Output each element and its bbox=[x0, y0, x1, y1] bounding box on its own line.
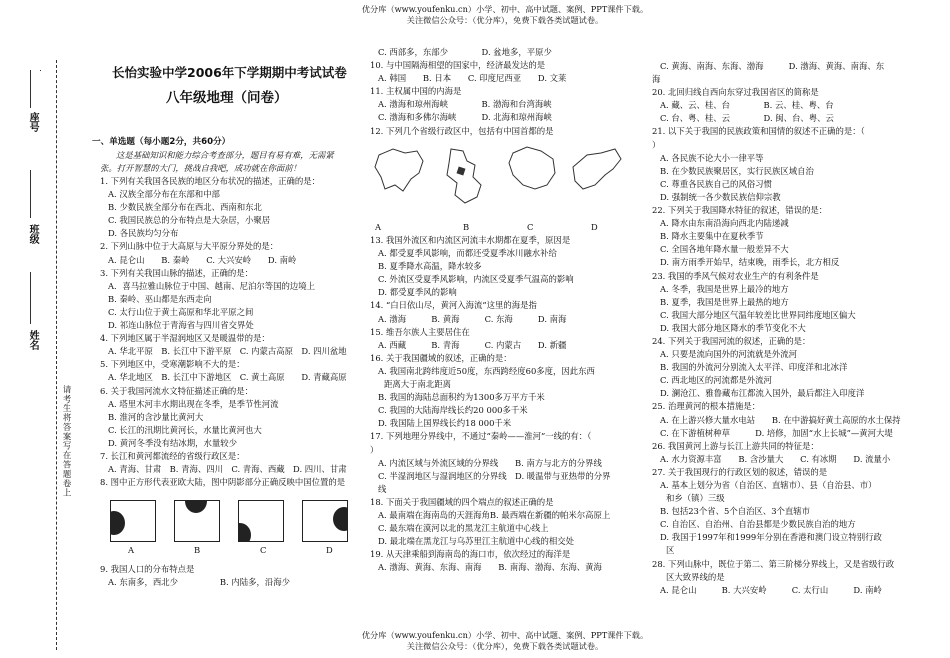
question-stem: ） bbox=[652, 139, 661, 150]
option: D. 我国于1997年和1999年分别在香港和澳门设立特别行政 bbox=[660, 532, 882, 543]
option: D. 南方雨季开始早，结束晚，雨季长，北方相反 bbox=[660, 257, 840, 268]
option-d-map bbox=[302, 500, 348, 542]
option: C. 我国民族总的分布特点是大杂居，小聚居 bbox=[108, 215, 271, 226]
question-stem: 2. 下列山脉中位于大高原与大平原分界处的是： bbox=[100, 241, 279, 252]
province-d-map bbox=[569, 145, 624, 207]
option-b-map bbox=[174, 500, 220, 542]
question-stem: 10. 与中国隔海相望的国家中，经济最发达的是 bbox=[370, 60, 546, 71]
column-1-tail bbox=[100, 563, 362, 589]
option: C. 长江的汛期比黄河长，水量比黄河也大 bbox=[108, 424, 262, 435]
option: A. 西藏 B. 青海 C. 内蒙古 D. 新疆 bbox=[378, 339, 567, 350]
option-c-map bbox=[238, 500, 284, 542]
option: A. 各民族不论大小一律平等 bbox=[660, 152, 764, 163]
column-1 bbox=[100, 175, 362, 489]
option: A. 昆仑山 B. 秦岭 C. 大兴安岭 D. 南岭 bbox=[108, 254, 297, 265]
question-stem: 22. 下列关于我国降水特征的叙述，错误的是： bbox=[652, 205, 828, 216]
question-stem: 13. 我国外流区和内流区河流丰水期都在夏季，原因是 bbox=[370, 235, 571, 245]
option: C. 西部多，东部少 D. 盆地多，平原少 bbox=[378, 47, 552, 57]
seal-line bbox=[56, 60, 57, 650]
figure-label: C bbox=[527, 222, 534, 232]
option: B. 包括23个省、5个自治区、3个直辖市 bbox=[660, 506, 811, 517]
province-a-map bbox=[373, 145, 428, 207]
option: B. 夏季降水高温，降水较多 bbox=[378, 261, 482, 272]
option: B. 淮河的含沙量比黄河大 bbox=[108, 411, 204, 422]
question-stem: 11. 主权属中国的内海是 bbox=[370, 86, 462, 97]
option: B. 我国的海陆总面积约为1300多万平方千米 bbox=[378, 392, 545, 403]
q8-figure bbox=[110, 500, 350, 556]
option: D. 祁连山脉位于青海省与四川省交界处 bbox=[108, 320, 254, 331]
question-stem: 20. 北回归线自西向东穿过我国省区的简称是 bbox=[652, 87, 819, 98]
seat-number-label: 座号 bbox=[27, 112, 39, 132]
question-stem: 23. 我国的季风气候对农业生产的有利条件是 bbox=[652, 270, 819, 281]
option: 距离大于南北距离 bbox=[384, 379, 451, 390]
question-stem: 17. 下列地理分界线中，不通过“秦岭——淮河”一线的有：（ bbox=[370, 431, 592, 442]
option: C. 半湿润地区与湿润地区的分界线 D. 暖温带与亚热带的分界 bbox=[378, 470, 611, 481]
option: A. 塔里木河丰水期出现在冬季，是季节性河流 bbox=[108, 398, 279, 409]
option: A. 渤海、黄海、东海、南海 B. 南海、渤海、东海、黄海 bbox=[378, 562, 602, 573]
column-3 bbox=[652, 60, 942, 597]
option: A. 华北地区 B. 长江中下游地区 C. 黄土高原 D. 青藏高原 bbox=[108, 372, 347, 383]
question-stem: 16. 关于我国疆域的叙述，正确的是： bbox=[370, 352, 512, 363]
option: B. 在少数民族聚居区，实行民族区域自治 bbox=[660, 165, 814, 176]
option: A. 华北平原 B. 长江中下游平原 C. 内蒙古高原 D. 四川盆地 bbox=[108, 346, 347, 357]
question-stem: 12. 下列几个省级行政区中，包括有中国首都的是 bbox=[370, 125, 554, 136]
school-title: 长怡实验中学2006年下学期期中考试试卷 bbox=[112, 65, 347, 80]
option: B. 我国的外流河分别流入太平洋、印度洋和北冰洋 bbox=[660, 362, 848, 373]
answer-instruction: 请考生将答案写在答题卷上 bbox=[62, 385, 73, 498]
option: C. 我国大部分地区气温年较差比世界同纬度地区偏大 bbox=[660, 309, 856, 320]
q12-figure bbox=[373, 145, 638, 232]
column-2 bbox=[370, 234, 645, 574]
figure-label: A bbox=[375, 222, 382, 232]
option: D. 都受夏季风的影响 bbox=[378, 287, 457, 298]
option: A. 昆仑山 B. 大兴安岭 C. 太行山 D. 南岭 bbox=[660, 584, 882, 595]
question-stem: 15. 维吾尔族人主要居住在 bbox=[370, 326, 470, 337]
question-stem: 8. 图中正方形代表亚欧大陆，图中阴影部分正确反映中国位置的是 bbox=[100, 477, 346, 488]
option: A. 青海、甘肃 B. 青海、四川 C. 青海、西藏 D. 四川、甘肃 bbox=[108, 464, 347, 475]
question-stem: 6. 关于我国河流水文特征描述正确的是： bbox=[100, 385, 254, 396]
option: A. 藏、云、桂、台 B. 云、桂、粤、台 bbox=[660, 100, 834, 111]
option: 海 bbox=[652, 74, 661, 85]
question-stem: 26. 我国黄河上游与长江上游共同的特征是： bbox=[652, 440, 819, 451]
option: A. 基本上划分为省（自治区、直辖市）、县（自治县、市） bbox=[660, 480, 877, 490]
option: C. 太行山位于黄土高原和华北平原之间 bbox=[108, 306, 254, 317]
question-stem: ） bbox=[370, 444, 379, 455]
option: C. 渤海和多佛尔海峡 D. 北海和琼州海峡 bbox=[378, 112, 552, 123]
bottom-banner bbox=[355, 630, 655, 652]
option: A. 在上游兴修大量水电站 B. 在中游搞好黄土高原的水土保持 bbox=[660, 414, 901, 425]
question-stem: 4. 下列地区属于半湿润地区又是暖温带的是： bbox=[100, 333, 270, 344]
province-c-map bbox=[505, 145, 560, 207]
question-stem: 7. 长江和黄河都流经的省级行政区是： bbox=[100, 450, 245, 461]
top-banner bbox=[355, 4, 655, 26]
figure-label: D bbox=[326, 545, 333, 555]
option: A. 都受夏季风影响，而都还受夏季冰川融水补给 bbox=[378, 248, 557, 259]
question-stem: 21. 以下关于我国的民族政策和国情的叙述不正确的是：（ bbox=[652, 126, 865, 137]
question-stem: 3. 下列有关我国山脉的描述，正确的是： bbox=[100, 267, 254, 278]
question-stem: 区大致界线的是 bbox=[666, 571, 725, 582]
option: 线 bbox=[378, 483, 387, 494]
option: D. 黄河冬季没有结冰期，水量较少 bbox=[108, 437, 237, 448]
binding-margin bbox=[0, 0, 73, 658]
question-stem: 5. 下列地区中，受寒潮影响不大的是： bbox=[100, 359, 245, 370]
option: B. 少数民族全部分布在西北、西南和东北 bbox=[108, 202, 262, 213]
option: 区 bbox=[666, 545, 675, 556]
class-label: 班级 bbox=[27, 224, 39, 244]
option: 和乡（镇）三级 bbox=[666, 493, 725, 504]
option: B. 秦岭、巫山都是东西走向 bbox=[108, 293, 212, 304]
option: C. 全国各地年降水量一般差异不大 bbox=[660, 244, 789, 255]
option: A. 内流区域与外流区域的分界线 B. 南方与北方的分界线 bbox=[378, 457, 602, 468]
question-stem: 27. 关于我国现行的行政区划的叙述，错误的是 bbox=[652, 466, 828, 477]
question-stem: 24. 下列关于我国河流的叙述，正确的是： bbox=[652, 335, 811, 346]
question-stem: 28. 下列山脉中，既位于第二、第三阶梯分界线上，又是省级行政 bbox=[652, 558, 895, 569]
option: C. 外流区受夏季风影响，内流区受夏季气温高的影响 bbox=[378, 274, 574, 285]
option: B. 夏季，我国是世界上最热的地方 bbox=[660, 296, 789, 307]
option: C. 我国的大陆海岸线长约20 000多千米 bbox=[378, 405, 528, 416]
option: A. 水力资源丰富 B. 含沙量大 C. 有冰期 D. 流量小 bbox=[660, 453, 891, 464]
option: D. 最北端在黑龙江与乌苏里江主航道中心线的相交处 bbox=[378, 536, 574, 547]
intro-text: 这是基础知识和能力综合考查部分，题目有易有难，无需紧 bbox=[116, 150, 334, 161]
figure-label: A bbox=[128, 545, 135, 555]
option: D. 强制统一各少数民族信仰宗教 bbox=[660, 191, 781, 202]
figure-label: C bbox=[260, 545, 267, 555]
question-stem: 19. 从天津乘船到海南岛的海口市，依次经过的海洋是 bbox=[370, 549, 571, 560]
option-a-map bbox=[110, 500, 156, 542]
figure-label: B bbox=[463, 222, 470, 232]
option: A. 最南端在海南岛的天涯海角B. 最西端在新疆的帕米尔高原上 bbox=[378, 509, 611, 520]
intro-text: 张。打开智慧的大门，挑战自我吧，成功就在你面前！ bbox=[100, 163, 301, 174]
question-stem: 1. 下列有关我国各民族的地区分布状况的描述，正确的是： bbox=[100, 176, 321, 186]
option: C. 在下游植树种草 D. 培修，加固“水上长城”—黄河大堤 bbox=[660, 427, 893, 438]
name-label: 姓名 bbox=[27, 330, 39, 350]
option: A．喜马拉雅山脉位于中国、越南、尼泊尔等国的边境上 bbox=[108, 280, 316, 291]
banner-line: 优分库（www.youfenku.cn）小学、初中、高中试题、案例、PPT课件下载。 bbox=[361, 4, 649, 14]
option: C. 黄海、南海、东海、渤海 D. 渤海、黄海、南海、东 bbox=[660, 61, 885, 71]
column-2-top bbox=[370, 46, 645, 138]
option: C. 最东端在漠河以北的黑龙江主航道中心线上 bbox=[378, 523, 549, 534]
option: D. 澜沧江、雅鲁藏布江都流入国外，最后都注入印度洋 bbox=[660, 388, 865, 399]
banner-line: 关注微信公众号：（优分库），免费下载各类试题试卷。 bbox=[406, 15, 604, 25]
question-stem: 25. 治理黄河的根本措施是： bbox=[652, 401, 761, 412]
option: C. 台、粤、桂、云 D. 闽、台、粤、云 bbox=[660, 113, 834, 124]
question-stem: 14. “白日依山尽，黄河入海流”这里的海是指 bbox=[370, 300, 537, 311]
option: C. 尊重各民族自己的风俗习惯 bbox=[660, 178, 772, 189]
option: C. 西北地区的河流都是外流河 bbox=[660, 375, 772, 386]
figure-label: B bbox=[194, 545, 201, 555]
option: A. 渤海 B. 黄海 C. 东海 D. 南海 bbox=[378, 313, 567, 324]
section-heading: 一、单选题（每小题2分，共60分） bbox=[92, 137, 231, 147]
banner-line: 关注微信公众号：（优分库），免费下载各类试题试卷。 bbox=[406, 641, 604, 651]
option: C. 自治区、自治州、自治县都是少数民族自治的地方 bbox=[660, 519, 856, 530]
option: A. 渤海和琼州海峡 B. 渤海和台湾海峡 bbox=[378, 99, 552, 110]
figure-label: D bbox=[591, 222, 598, 232]
question-stem: 18. 下面关于我国疆域的四个端点的叙述正确的是 bbox=[370, 496, 554, 507]
option: A. 降水由东南沿海向西北内陆递减 bbox=[660, 218, 789, 229]
province-b-map bbox=[437, 145, 492, 207]
banner-line: 优分库（www.youfenku.cn）小学、初中、高中试题、案例、PPT课件下载。 bbox=[361, 630, 649, 640]
option: A. 韩国 B. 日本 C. 印度尼西亚 D. 文莱 bbox=[378, 73, 567, 84]
option: D. 我国陆上国界线长约18 000千米 bbox=[378, 418, 512, 429]
question-stem: 9. 我国人口的分布特点是 bbox=[100, 564, 195, 574]
option: A. 我国南北跨纬度近50度，东西跨经度60多度，因此东西 bbox=[378, 365, 595, 376]
option: A. 冬季，我国是世界上最冷的地方 bbox=[660, 283, 789, 294]
subject-title: 八年级地理（问卷） bbox=[166, 90, 288, 106]
option: A. 汉族全部分布在东部和中部 bbox=[108, 189, 220, 200]
option: A. 只要是流向国外的河流就是外流河 bbox=[660, 349, 797, 360]
option: B. 降水主要集中在夏秋季节 bbox=[660, 231, 764, 242]
section-heading-block bbox=[92, 136, 360, 175]
option: A. 东南多，西北少 B. 内陆多，沿海少 bbox=[108, 577, 290, 588]
option: D. 各民族均匀分布 bbox=[108, 228, 179, 239]
option: D. 我国大部分地区降水的季节变化不大 bbox=[660, 322, 806, 333]
